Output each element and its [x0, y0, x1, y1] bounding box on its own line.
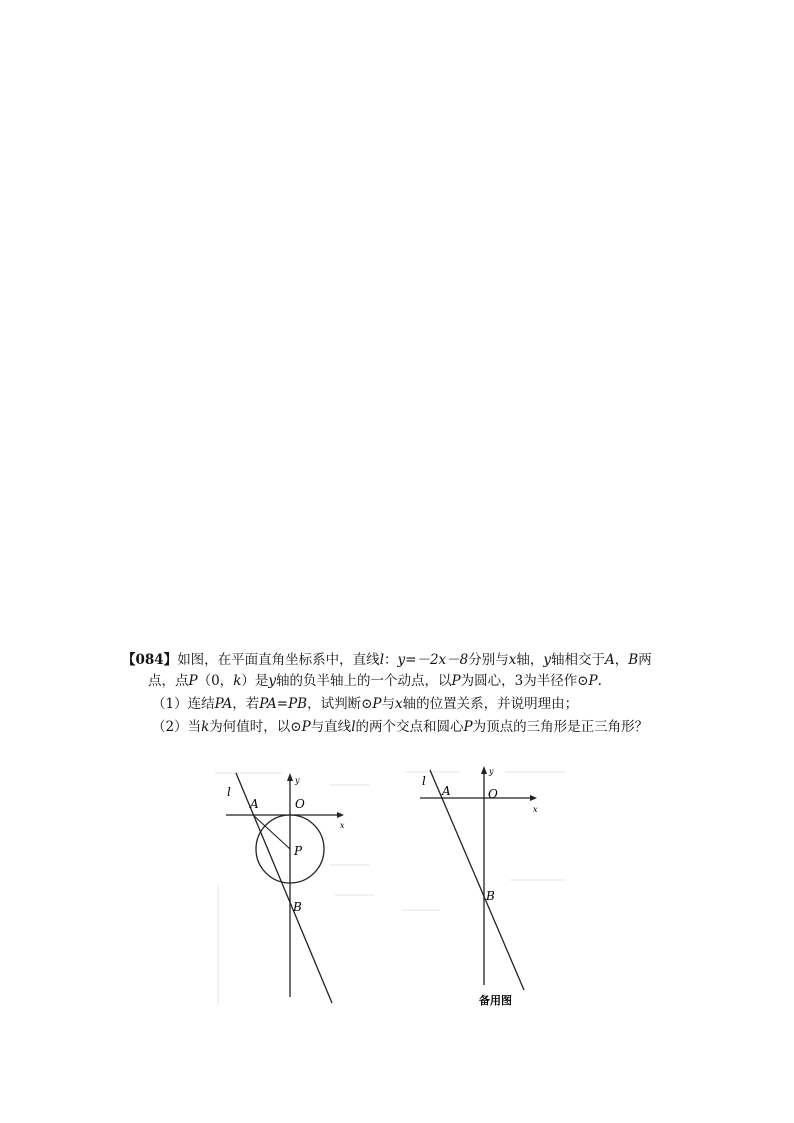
text: ，: [614, 652, 629, 668]
text: ：: [384, 652, 398, 668]
text: （2）当: [152, 719, 202, 735]
text: ，若: [232, 696, 260, 712]
label-l: l: [422, 774, 426, 788]
var-k: k: [233, 673, 242, 689]
label-x: x: [340, 821, 345, 830]
equation: PA=PB: [259, 696, 308, 712]
problem-line-2: [148, 671, 602, 691]
label-y: y: [489, 767, 494, 776]
x-axis-arrow-icon: [337, 812, 344, 818]
y-axis-arrow-icon: [287, 773, 293, 781]
text: 为何值时，以⊙: [209, 719, 302, 735]
problem-number: 【084】: [122, 652, 178, 668]
label-A: A: [442, 784, 451, 798]
label-x: x: [533, 805, 538, 814]
figure-caption: 备用图: [479, 994, 512, 1007]
text: ）是: [241, 673, 269, 689]
label-B: B: [486, 889, 495, 903]
problem-line-1: [122, 650, 652, 670]
point-P: P: [372, 696, 382, 712]
label-l: l: [227, 785, 231, 799]
point-P: P: [451, 673, 461, 689]
text: 轴相交于: [551, 652, 606, 668]
y-axis-arrow-icon: [481, 766, 487, 774]
text: 分别与: [468, 652, 509, 668]
line-l: [430, 770, 524, 990]
text: 与直线: [310, 719, 352, 735]
x-axis-arrow-icon: [530, 795, 537, 801]
text: 轴的负半轴上的一个动点，以: [276, 673, 452, 689]
text: 的两个交点和圆心: [355, 719, 464, 735]
text: 轴的位置关系，并说明理由；: [402, 696, 579, 712]
var-x: x: [395, 696, 403, 712]
equation: y=－2x－8: [397, 652, 469, 668]
var-k: k: [201, 719, 210, 735]
point-P: P: [463, 719, 473, 735]
line-name: l: [379, 652, 385, 668]
text: 为圆心，3为半径作⊙: [460, 673, 589, 689]
text: 为顶点的三角形是正三角形？: [472, 719, 649, 735]
text: （0，: [197, 673, 234, 689]
figure-spare: [400, 760, 580, 1015]
text: 轴，: [516, 652, 544, 668]
point-B: B: [628, 652, 639, 668]
label-P: P: [294, 844, 303, 858]
label-y: y: [295, 776, 300, 785]
line-name: l: [351, 719, 356, 735]
point-P: P: [301, 719, 311, 735]
label-B: B: [293, 900, 302, 914]
text: 与: [381, 696, 396, 712]
var-x: x: [508, 652, 517, 668]
point-A: A: [605, 652, 615, 668]
text: .: [597, 673, 602, 689]
question-1: [152, 694, 578, 714]
figure-main: [210, 765, 380, 1015]
label-O: O: [488, 787, 498, 801]
label-A: A: [250, 797, 259, 811]
text: 两: [638, 652, 652, 668]
label-O: O: [295, 797, 305, 811]
text: 点，点: [148, 673, 189, 689]
var-y: y: [543, 652, 552, 668]
text: ，试判断⊙: [307, 696, 373, 712]
point-P: P: [588, 673, 598, 689]
question-2: [152, 717, 648, 737]
segment-PA: PA: [214, 696, 233, 712]
var-y: y: [268, 673, 277, 689]
text: （1）连结: [152, 696, 215, 712]
point-P: P: [188, 673, 198, 689]
text: 如图，在平面直角坐标系中，直线: [177, 652, 380, 668]
